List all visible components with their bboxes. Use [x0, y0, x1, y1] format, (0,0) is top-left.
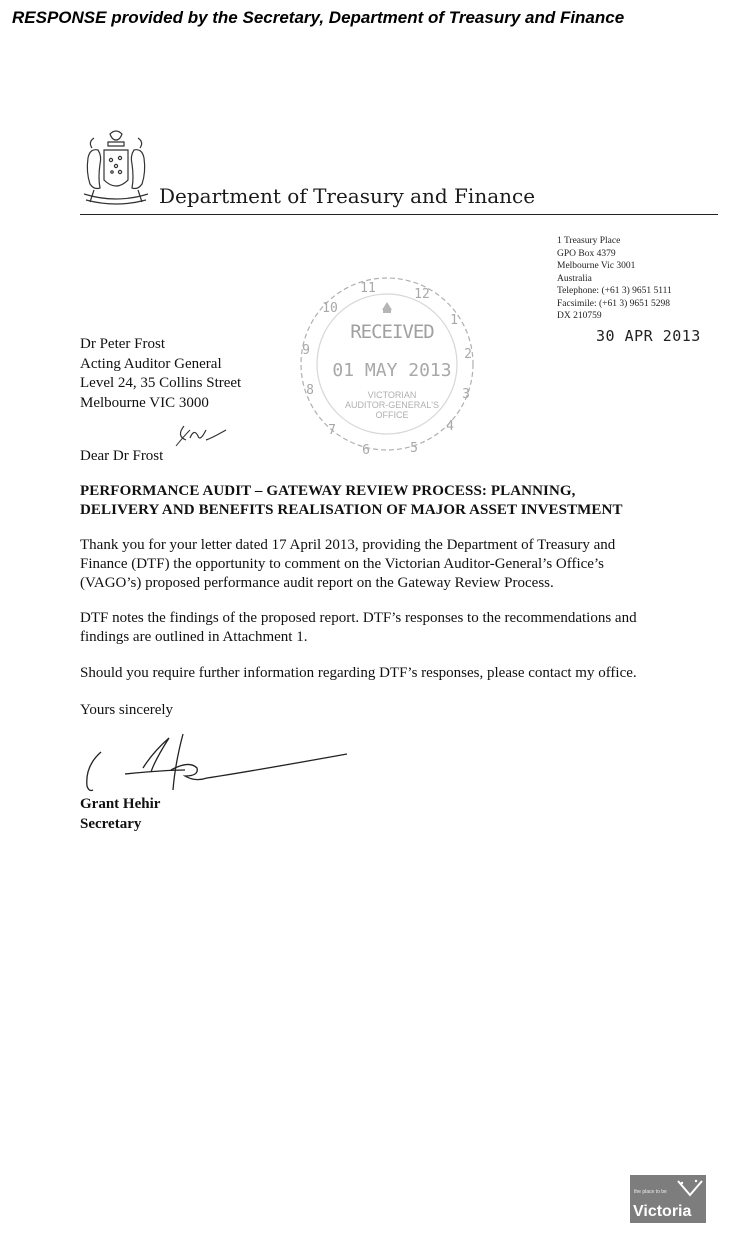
- stamp-dial-number: 12: [414, 287, 430, 302]
- stamp-dial-number: 2: [464, 347, 472, 362]
- stamp-dial-number: 8: [306, 383, 314, 398]
- body-paragraph: [80, 536, 710, 593]
- recipient-address: [80, 335, 241, 413]
- stamp-office-line: AUDITOR-GENERAL'S: [344, 400, 440, 410]
- body-line: (VAGO’s) proposed performance audit report on the Gateway Review Process.: [80, 575, 554, 591]
- letterhead-divider: [80, 214, 718, 215]
- sender-address: [557, 235, 672, 323]
- recipient-line: Melbourne VIC 3000: [80, 394, 209, 411]
- recipient-line: Dr Peter Frost: [80, 336, 165, 352]
- signer-block: [80, 794, 160, 834]
- body-line: Finance (DTF) the opportunity to comment on the Victorian Auditor-General’s Office’s: [80, 556, 604, 572]
- logo-text: Victoria: [633, 1203, 692, 1220]
- received-stamp: [292, 270, 482, 458]
- recipient-line: Acting Auditor General: [80, 355, 222, 372]
- stamp-dial-number: 3: [462, 387, 470, 402]
- address-line: GPO Box 4379: [557, 248, 616, 259]
- address-line: Australia: [557, 273, 592, 284]
- coat-of-arms-icon: [80, 128, 152, 210]
- logo-tagline: the place to be: [634, 1189, 667, 1195]
- subject-line: PERFORMANCE AUDIT – GATEWAY REVIEW PROCESS: PLANNING,: [80, 483, 576, 499]
- stamp-dial-number: 10: [322, 301, 338, 316]
- stamp-dial-number: 4: [446, 419, 454, 434]
- body-line: Should you require further information regarding DTF’s responses, please contact my office.: [80, 665, 637, 681]
- letter-date: 30 APR 2013: [596, 327, 701, 345]
- signer-name: Grant Hehir: [80, 796, 161, 812]
- stamp-dial-number: 1: [450, 313, 458, 328]
- stamp-date: 01 MAY 2013: [332, 360, 452, 381]
- stamp-dial-number: 11: [360, 281, 376, 296]
- subject-line: DELIVERY AND BENEFITS REALISATION OF MAJOR ASSET INVESTMENT: [80, 502, 623, 518]
- handwritten-signature: [75, 728, 365, 798]
- handwritten-initials: [172, 418, 232, 448]
- subject-heading: [80, 482, 710, 520]
- stamp-dial-number: 7: [328, 423, 336, 438]
- address-line: Telephone: (+61 3) 9651 5111: [557, 286, 672, 296]
- body-line: Thank you for your letter dated 17 April 2013, providing the Department of Treasury and: [80, 537, 616, 553]
- victoria-logo: [630, 1175, 706, 1223]
- document-banner: RESPONSE provided by the Secretary, Department of Treasury and Finance: [12, 8, 625, 27]
- body-line: findings are outlined in Attachment 1.: [80, 629, 308, 645]
- stamp-office-line: VICTORIAN: [367, 390, 417, 400]
- address-line: Melbourne Vic 3001: [557, 261, 636, 271]
- stamp-label: RECEIVED: [350, 321, 434, 343]
- body-paragraph: [80, 664, 710, 683]
- signer-title: Secretary: [80, 816, 142, 832]
- closing: Yours sincerely: [80, 702, 174, 718]
- stamp-dial-number: 5: [410, 441, 418, 456]
- department-name: Department of Treasury and Finance: [159, 184, 536, 208]
- crown-icon: [382, 302, 392, 313]
- body-line: DTF notes the findings of the proposed report. DTF’s responses to the recommendations and: [80, 610, 637, 626]
- stamp-dial-number: 6: [362, 443, 370, 458]
- recipient-line: Level 24, 35 Collins Street: [80, 375, 242, 391]
- address-line: Facsimile: (+61 3) 9651 5298: [557, 298, 671, 309]
- stamp-office-line: OFFICE: [375, 410, 409, 420]
- address-line: DX 210759: [557, 311, 602, 321]
- map-icon: [676, 1177, 704, 1199]
- body-paragraph: [80, 609, 710, 647]
- salutation: Dear Dr Frost: [80, 448, 164, 464]
- stamp-dial-number: 9: [302, 343, 310, 358]
- address-line: 1 Treasury Place: [557, 236, 621, 246]
